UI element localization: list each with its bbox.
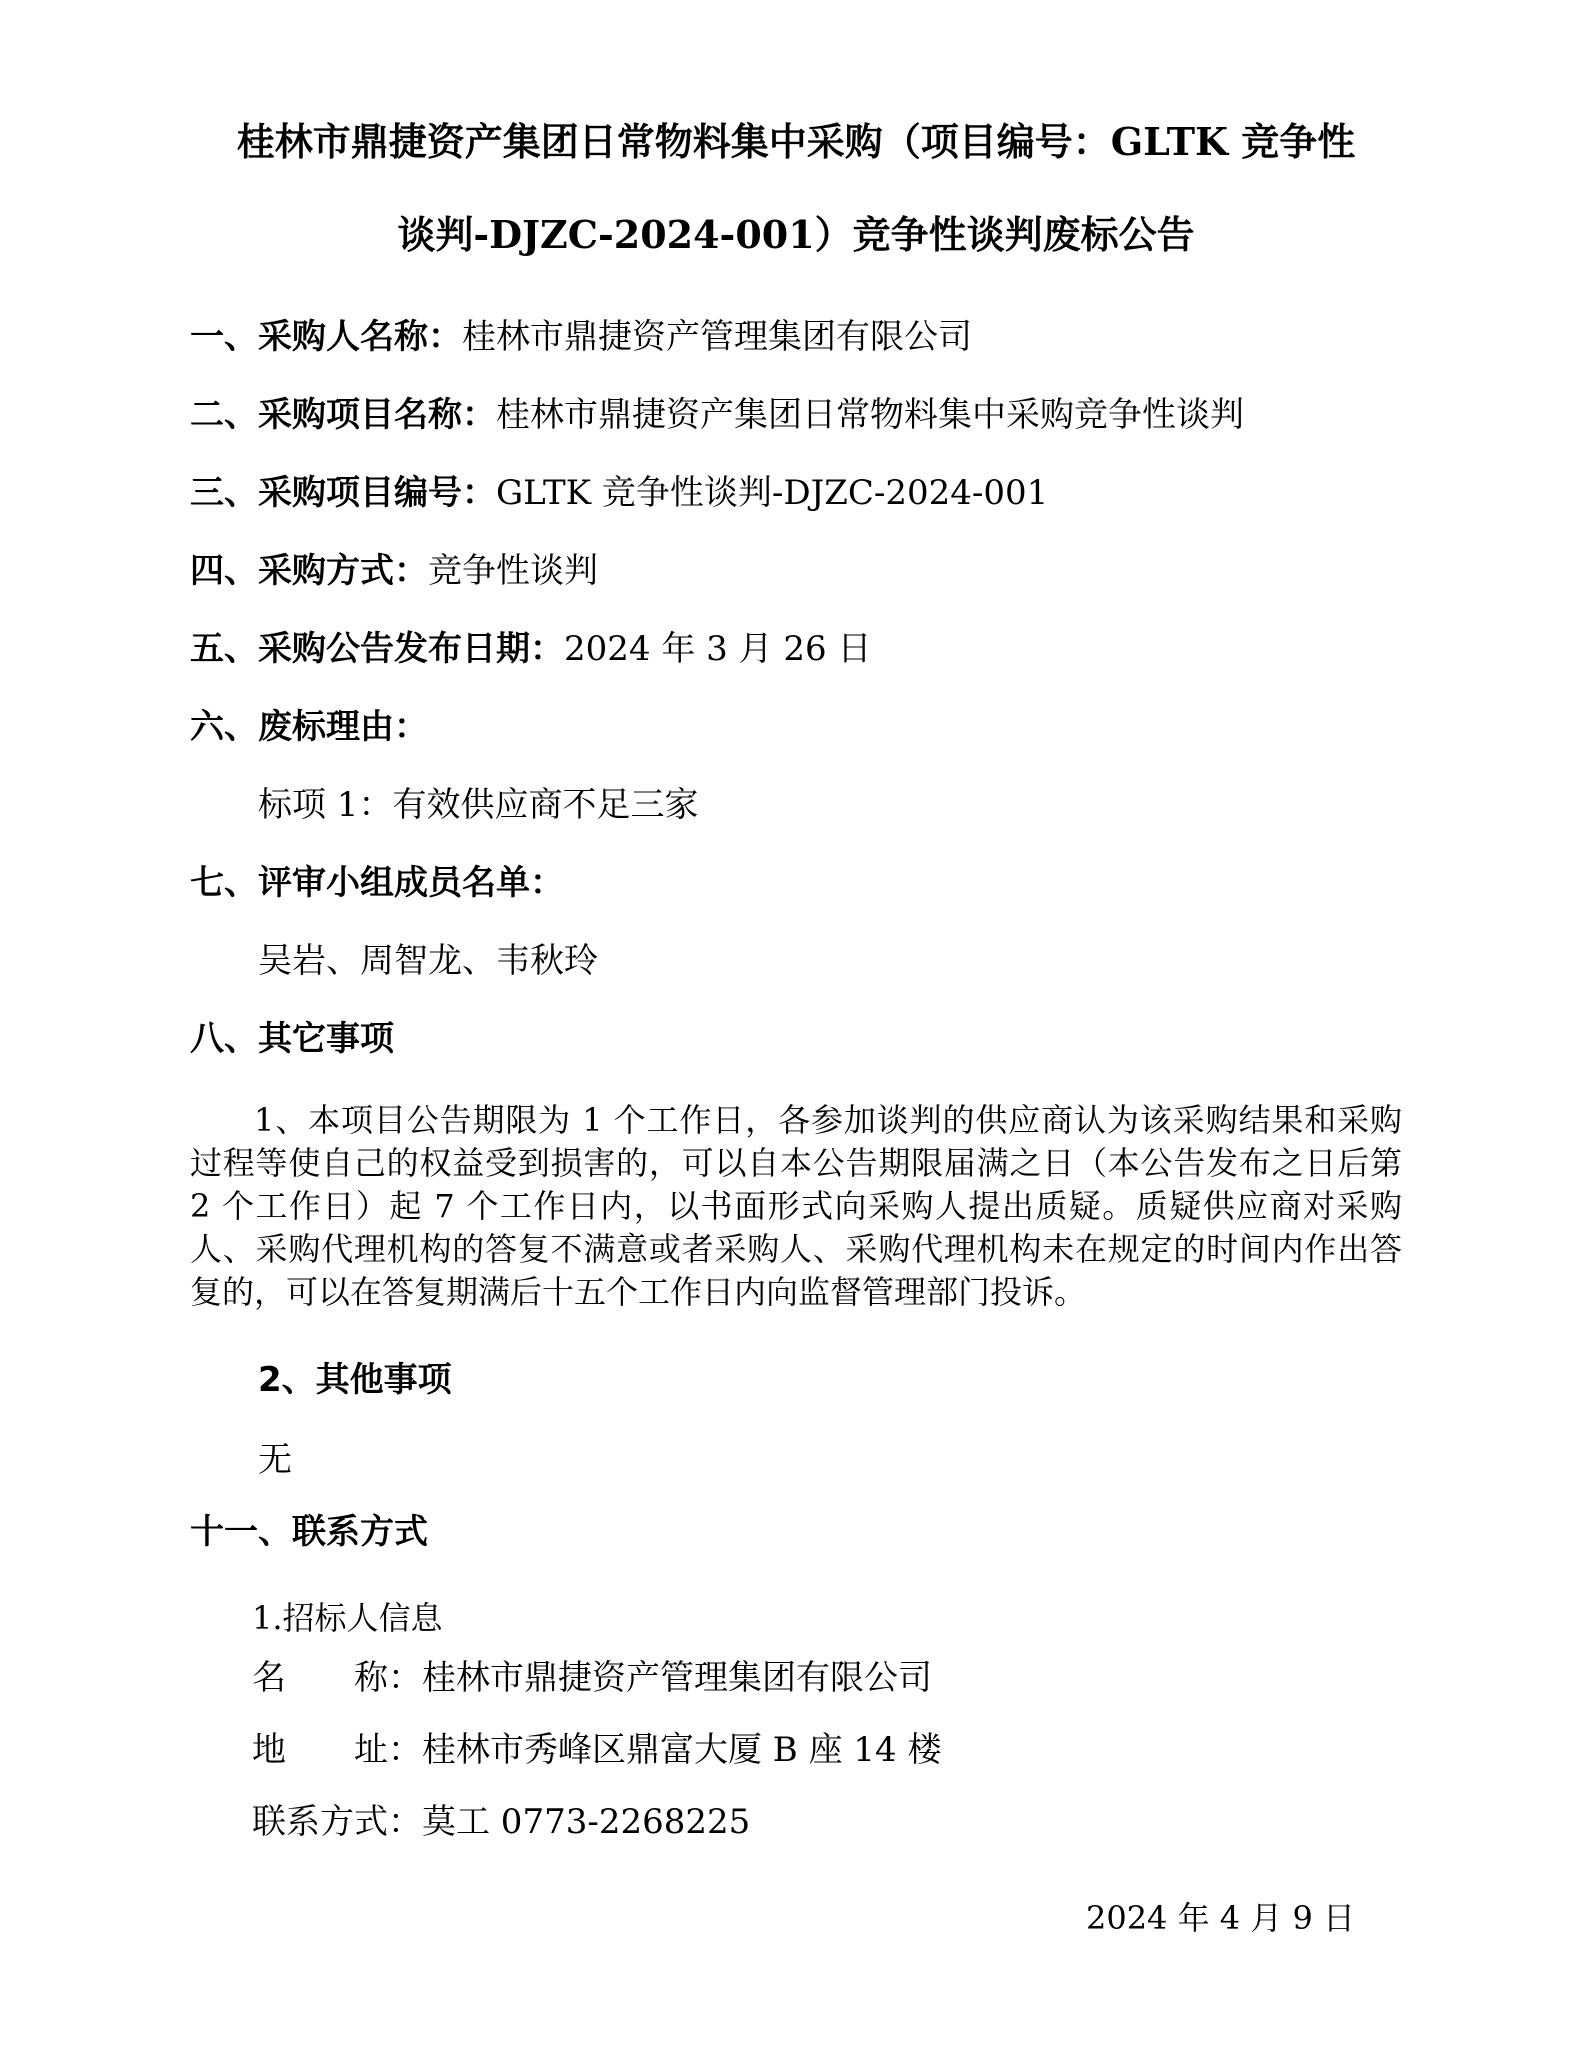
heading-label: 七、评审小组成员名单：	[190, 863, 564, 903]
issue-date: 2024 年 4 月 9 日	[1085, 1899, 1355, 1937]
field-label: 一、采购人名称：	[190, 317, 462, 357]
field-procurement-method	[190, 553, 1402, 589]
field-project-number	[190, 475, 1402, 511]
heading-review-panel	[190, 865, 1402, 901]
contact-label: 地 址：	[252, 1730, 422, 1770]
review-panel-members	[190, 943, 1402, 979]
other-matters-paragraph: 1、本项目公告期限为 1 个工作日，各参加谈判的供应商认为该采购结果和采购过程等使自己的权益受到损害的，可以自本公告期限届满之日（本公告发布之日后第 2 个工作日）起 7 个工作日内，以书面形式向采购人提出质疑。质疑供应商对采购人、采购代理机构的答复不满意或者采购人、采购代理机构未在规定的时间内作出答复的，可以在答复期满后十五个工作日内向监督管理部门投诉。	[190, 1101, 1402, 1311]
contact-label: 名 称：	[252, 1658, 422, 1698]
field-value: 竞争性谈判	[428, 551, 598, 591]
cancellation-reason-detail	[190, 787, 1402, 823]
field-value: 桂林市鼎捷资产管理集团有限公司	[462, 317, 972, 357]
heading-other-matters	[190, 1021, 1402, 1057]
other-matters-2-value: 无	[258, 1440, 292, 1480]
field-label: 二、采购项目名称：	[190, 395, 496, 435]
title-line-1: 桂林市鼎捷资产集团日常物料集中采购（项目编号：GLTK 竞争性	[236, 119, 1356, 164]
reason-text: 标项 1：有效供应商不足三家	[258, 785, 699, 825]
contact-row-address	[190, 1732, 1402, 1768]
field-project-name	[190, 397, 1402, 433]
members-text: 吴岩、周智龙、韦秋玲	[258, 941, 598, 981]
field-value: 2024 年 3 月 26 日	[564, 629, 872, 669]
contact-value: 桂林市秀峰区鼎富大厦 B 座 14 楼	[422, 1730, 942, 1770]
field-purchaser-name	[190, 319, 1402, 355]
contact-value: 莫工 0773-2268225	[422, 1802, 751, 1842]
heading-label: 八、其它事项	[190, 1019, 394, 1059]
contact-row-phone	[190, 1804, 1402, 1840]
field-label: 六、废标理由：	[190, 707, 428, 747]
heading-other-matters-2: 2、其他事项	[258, 1360, 452, 1400]
contact-label: 联系方式：	[252, 1802, 422, 1842]
contact-row-name	[190, 1660, 1402, 1696]
field-list	[190, 319, 1402, 1057]
field-label: 三、采购项目编号：	[190, 473, 496, 513]
contact-value: 桂林市鼎捷资产管理集团有限公司	[422, 1658, 932, 1698]
title-line-2: 谈判-DJZC-2024-001）竞争性谈判废标公告	[397, 212, 1195, 257]
field-announcement-date	[190, 631, 1402, 667]
field-label: 五、采购公告发布日期：	[190, 629, 564, 669]
field-label: 四、采购方式：	[190, 551, 428, 591]
bidder-info-subtitle: 1.招标人信息	[252, 1599, 443, 1637]
document-title	[190, 95, 1402, 281]
field-value: GLTK 竞争性谈判-DJZC-2024-001	[496, 473, 1049, 513]
field-value: 桂林市鼎捷资产集团日常物料集中采购竞争性谈判	[496, 395, 1244, 435]
heading-cancellation-reason	[190, 709, 1402, 745]
heading-contact-info: 十一、联系方式	[190, 1512, 428, 1552]
